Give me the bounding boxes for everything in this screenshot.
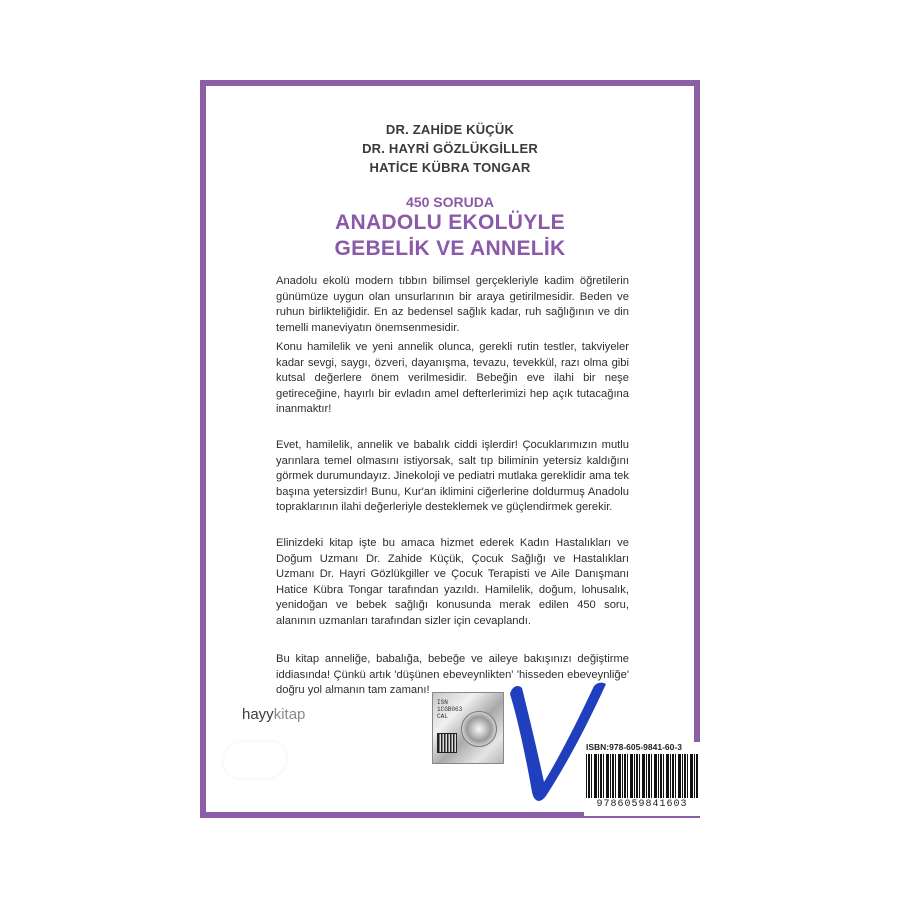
hologram-text-line: CAL bbox=[437, 713, 448, 720]
publisher-logo-part: kitap bbox=[273, 706, 306, 723]
author-list bbox=[206, 120, 694, 177]
book-cover-frame bbox=[200, 80, 700, 818]
publisher-logo-part: hayy bbox=[242, 706, 274, 723]
check-mark-stroke bbox=[510, 683, 606, 801]
check-mark-icon bbox=[502, 680, 612, 810]
hologram-seal-icon bbox=[432, 692, 504, 764]
author-name: HATİCE KÜBRA TONGAR bbox=[369, 160, 531, 175]
title-line: GEBELİK VE ANNELİK bbox=[334, 237, 566, 260]
hologram-disc bbox=[461, 711, 497, 747]
book-title bbox=[206, 210, 694, 262]
hologram-text-line: 1CGB063 bbox=[437, 706, 463, 713]
book-back-cover bbox=[206, 86, 694, 812]
book-kicker: 450 SORUDA bbox=[406, 194, 494, 210]
blurb-paragraph: Konu hamilelik ve yeni annelik olunca, gerekli rutin testler, takviyeler kadar sevgi, saygı, özveri, dayanışma, tevazu, tevekkül, razı olma gibi kutsal değerlere önem verilmesidir. Bebeğin eve ilahi bir neşe getireceğine, hayırlı bir evladın amel defterlerimizi hep açık tutacağına inanmaktır! bbox=[276, 341, 629, 415]
blurb-paragraph: Bu kitap anneliğe, babalığa, bebeğe ve aileye bakışınızı değiştirme iddiasında! Çünkü artık 'düşünen ebeveynlikten' 'hisseden ebeveynliğe' doğru yol almanın tam zamanı! bbox=[276, 653, 629, 696]
title-line: ANADOLU EKOLÜYLE bbox=[335, 211, 565, 234]
barcode-number: 9786059841603 bbox=[596, 799, 688, 810]
author-name: DR. ZAHİDE KÜÇÜK bbox=[385, 122, 515, 137]
qr-code-icon bbox=[437, 733, 457, 753]
blurb-paragraph: Anadolu ekolü modern tıbbın bilimsel gerçekleriyle kadim öğretilerin günümüze uygun olan unsurlarının bir araya getirilmesidir. Beden ve ruhun birlikteliğidir. En az bedensel sağlık kadar, ruh sağlığının ve din temelli maneviyatın önemsenmesidir. bbox=[276, 275, 629, 334]
blurb-paragraph: Evet, hamilelik, annelik ve babalık ciddi işlerdir! Çocuklarımızın mutlu yarınlara temel olmasını istiyorsak, salt tıp biliminin yetersiz kaldığını görmek durumundayız. Jinekoloji ve pediatri mutlaka gereklidir ama tek başına yetersizdir! Bunu, Kur'an iklimini ciğerlerine doldurmuş Anadolu topraklarının ilahi değerleriyle desteklemek ve güçlendirmek gerekir. bbox=[276, 439, 629, 513]
hologram-text-line: ISN bbox=[437, 699, 448, 706]
author-name: DR. HAYRİ GÖZLÜKGİLLER bbox=[362, 141, 538, 156]
publisher-logo bbox=[242, 706, 305, 723]
blurb-paragraph: Elinizdeki kitap işte bu amaca hizmet ederek Kadın Hastalıkları ve Doğum Uzmanı Dr. Zahide Küçük, Çocuk Sağlığı ve Hastalıkları Uzmanı Dr. Hayri Gözlükgiller ve Çocuk Terapisti ve Aile Danışmanı Hatice Kübra Tongar tarafından yazıldı. Hamilelik, doğum, lohusalık, yenidoğan ve bebek sağlığı konusunda merak edilen 450 soru, alanının uzmanları tarafından sizler için cevaplandı. bbox=[276, 537, 629, 627]
hologram-text bbox=[437, 699, 462, 720]
sticker-residue bbox=[224, 742, 286, 778]
isbn-label: ISBN:978-605-9841-60-3 bbox=[586, 742, 682, 752]
